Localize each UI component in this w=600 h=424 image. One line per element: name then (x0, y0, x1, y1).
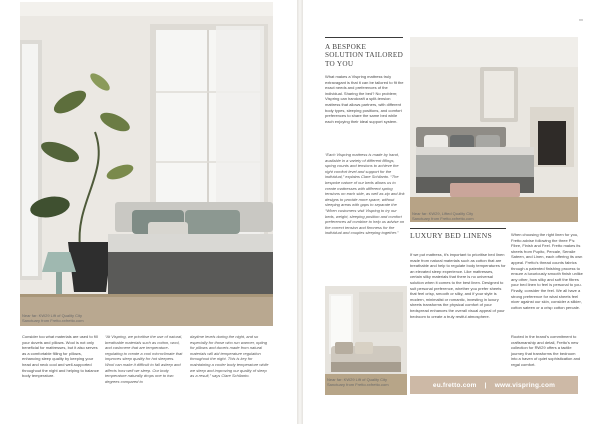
section2-body: If we put mattress, it’s important to prioritise bed linen made from natural materials such as cotton that are breathable and help to regulate body temperatures for an elevated sleep experience. Like mattresses, certain silky materials that there is no universal solution when it comes to the best linen. Designed to suit personal preference, whether you prefer sheets that feel crisp, smooth or silky, and if your style is modern, minimalist or romantic, investing in luxury sheets transforms the physical comfort of your bedspread enhances the overall visual appeal of your bedroom to create a truly restful atmosphere. (410, 252, 506, 319)
right-page (303, 0, 600, 424)
body-column-1: Consider too what materials are used to fill your duvets and pillows. Wool is not only beneficial for mattresses, but it also serves as a comfortable filling for pillows, enhancing sleep quality by keeping your head and neck cool and well-supported throughout the night and helping to balance body temperature. (22, 334, 99, 379)
sofa-photo-caption: Near far: KW29 Lift of Quality City Sanctuary from Fretto.xxfretto.com (327, 377, 389, 387)
section2-body-right: When choosing the right linen for you, Fretto advise following the three P’s: Fibre, Finish and Feel. Fretto makes its sheets from Pupito, Percale, Sensile Sateen, and Linen, each offering its own appeal. Fretto’s thread counts fabrics through a patented finishing process to ensure a luxuriously smooth finish unlike any other, how silky and soft the fibres your bed linen to feel is personal to you. Finally, consider the feel. We all have a strong preference for what sheets feel nicer against our skin, consider a silkier, cotton sateen or a crisp cotton percale. (511, 232, 583, 310)
heading-rule-2 (410, 228, 506, 229)
section-heading-linens: LUXURY BED LINENS (410, 231, 493, 240)
body-column-3: daytime levels during the night, and so especially for those who run warmer, opting for pillows and duvets made from natural materials will aid temperature regulation throughout the night. This is key for maintaining a cooler body temperature while we sleep and improving our quality of sleep as a result,” says Clare Schilanto. (190, 334, 269, 379)
body-column-2: “At Vispring, we prioritise the use of natural, breathable materials such as cotton, wool, and cashmere that are temperature-regulating to create a cool microclimate that improves sleep quality for hot sleepers. Wool can make it difficult to fall asleep and affects how well we sleep. Our body temperature naturally drops one to two degrees compared to (105, 334, 183, 384)
bed-illustration (410, 37, 578, 222)
left-page (0, 0, 297, 424)
bedroom-illustration (20, 2, 273, 326)
page-number: xx (579, 17, 583, 22)
section1-body: What makes a Vispring mattress truly extravagant is that it can be tailored to fit the exact needs and preferences of the individual. Sharing the bed? No problem; Vispring can handcraft a split-tension mattress that allows partners, with different body types, sleeping positions, and comfort preferences to share the same bed while each enjoying their ideal support system. (325, 74, 404, 124)
heading-rule-1 (325, 37, 403, 38)
fretto-url-link[interactable]: eu.fretto.com (432, 381, 477, 389)
section-heading-bespoke: A BESPOKE SOLUTION TAILORED TO YOU (325, 43, 404, 68)
photo-caption: Near far: KW29 Lift of Quality City Sanctuary from Fretto.xxfretto.com (22, 313, 84, 323)
website-banner (410, 376, 578, 394)
vispring-url-link[interactable]: www.vispring.com (494, 381, 556, 389)
section2-body-right-2: Rooted in the brand’s commitment to craftsmanship and detail, Fretto’s new collection for RW29 offers a tactile journey that transforms the bedroom into a haven of quiet sophistication and regal comfort. (511, 334, 581, 367)
bed-photo (410, 37, 578, 222)
section1-quote-2: “When customers visit Vispring to try our beds, weight, sleeping position and comfort preferences all combine to help us advise on the correct tension and firmness for the individual and couples sleeping together.” (325, 208, 405, 236)
section1-quote: “Each Vispring mattress is made by hand, available in a variety of different fillings, spring counts and tensions to achieve the right comfort level and support for the individual,” explains Clare Schilanto. “The bespoke nature of our beds allows us to create mattresses with different spring tensions on each side, as well as zip and link designs to provide more space, without sleeping areas with gaps to separate the (325, 152, 405, 208)
banner-separator: | (484, 381, 487, 389)
bedroom-photo (20, 2, 273, 326)
bed-photo-caption: Near far: KW29, Lifted Quality City Sanctuary from Fretto.xxfretto.com (412, 211, 474, 221)
